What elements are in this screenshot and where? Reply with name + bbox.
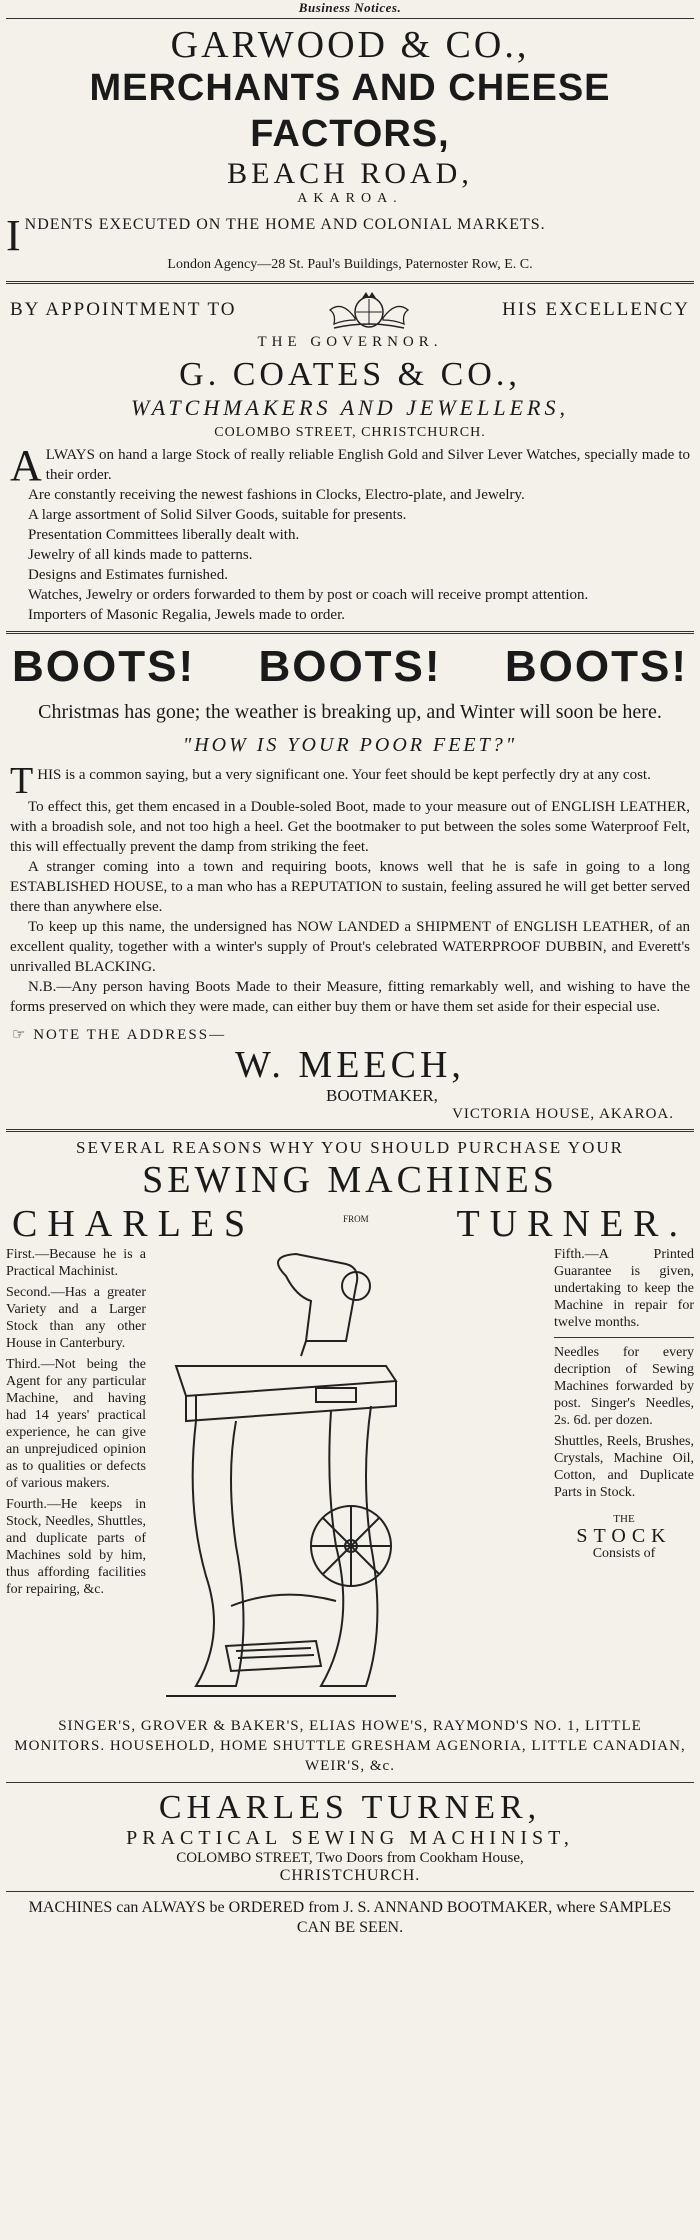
divider [6, 1129, 694, 1132]
turner-advert [6, 1138, 694, 1938]
meech-p5: N.B.—Any person having Boots Made to their Measure, fitting remarkably well, and wishing to have the forms preserved on which they were made, can either buy them or have them set aside for their especial use. [10, 979, 690, 1015]
coates-dropcap: A [10, 441, 42, 490]
reason-first: First.—Because he is a Practical Machinist. [6, 1247, 146, 1279]
garwood-dropcap: I [6, 211, 21, 260]
pointing-hand-icon: ☞ [12, 1027, 28, 1043]
meech-note: NOTE THE ADDRESS— [33, 1027, 227, 1043]
stock-heading: STOCK [576, 1525, 672, 1547]
meech-question: "HOW IS YOUR POOR FEET?" [182, 734, 518, 756]
divider [6, 281, 694, 284]
coates-p1: LWAYS on hand a large Stock of really reliable English Gold and Silver Lever Watches, specially made to their order. [45, 447, 690, 483]
royal-crest-icon [314, 290, 424, 330]
reason-fourth: Fourth.—He keeps in Stock, Needles, Shuttles, and duplicate parts of Machines sold by him, thus affording facilities for repairing, &c. [6, 1497, 146, 1597]
meech-p3: A stranger coming into a town and requiring boots, knows well that he is safe in going to a long ESTABLISHED HOUSE, to a man who has a REPUTATION to sustain, feeling assured he will get better served there than anywhere else. [10, 859, 690, 915]
turner-footer: MACHINES can ALWAYS be ORDERED from J. S. ANNAND BOOTMAKER, where SAMPLES CAN BE SEEN. [28, 1899, 672, 1936]
divider [6, 18, 694, 19]
meech-advert [6, 640, 694, 1123]
reason-third: Third.—Not being the Agent for any particular Machine, and having had 14 years' practical experience, he can give an unprejudiced opinion as to qualities or defects of various makers. [6, 1357, 146, 1491]
turner-from: FROM [343, 1214, 369, 1224]
sewing-columns [6, 1246, 694, 1716]
meech-dropcap: T [10, 760, 34, 802]
stock-the: THE [613, 1513, 635, 1525]
boots-heading-1: BOOTS! [12, 642, 196, 691]
coates-p3: A large assortment of Solid Silver Goods, suitable for presents. [28, 507, 407, 523]
turner-role: PRACTICAL SEWING MACHINIST, [126, 1827, 574, 1849]
boots-heading-3: BOOTS! [504, 642, 688, 691]
coates-p8: Importers of Masonic Regalia, Jewels made to order. [28, 607, 345, 623]
meech-p1: HIS is a common saying, but a very significant one. Your feet should be kept perfectly dry at any cost. [37, 767, 651, 783]
meech-trade: BOOTMAKER, [326, 1086, 438, 1105]
garwood-london: London Agency—28 St. Paul's Buildings, Paternoster Row, E. C. [167, 257, 533, 272]
turner-makers: SINGER'S, GROVER & BAKER'S, ELIAS HOWE'S, RAYMOND'S NO. 1, LITTLE MONITORS. HOUSEHOLD, HOME SHUTTLE GRESHAM AGENORIA, LITTLE CANADIAN, WEIR'S, &c. [14, 1718, 686, 1774]
divider [554, 1337, 694, 1338]
coates-title: G. COATES & CO., [179, 356, 521, 393]
meech-address: VICTORIA HOUSE, AKAROA. [452, 1106, 674, 1122]
turner-sewing: SEWING MACHINES [142, 1159, 558, 1201]
meech-name: W. MEECH, [235, 1044, 465, 1086]
turner-reasons: SEVERAL REASONS WHY YOU SHOULD PURCHASE YOUR [76, 1138, 624, 1157]
boots-heading-2: BOOTS! [258, 642, 442, 691]
reason-fifth: Fifth.—A Printed Guarantee is given, undertaking to keep the Machine in repair for twelve months. [554, 1247, 694, 1330]
section-header: Business Notices. [298, 0, 402, 15]
turner-city: CHRISTCHURCH. [279, 1867, 421, 1884]
reason-second: Second.—Has a greater Variety and a Larger Stock than any other House in Canterbury. [6, 1285, 146, 1351]
coates-p2: Are constantly receiving the newest fashions in Clocks, Electro-plate, and Jewelry. [28, 487, 525, 503]
appointment-right: HIS EXCELLENCY [502, 299, 690, 320]
turner-turner: TURNER. [456, 1203, 688, 1245]
appointment-left: BY APPOINTMENT TO [10, 299, 237, 320]
reasons-right-column [554, 1246, 694, 1562]
garwood-indents: NDENTS EXECUTED ON THE HOME AND COLONIAL MARKETS. [24, 216, 546, 233]
garwood-town: AKAROA. [297, 191, 403, 206]
coates-advert [6, 290, 694, 625]
sewing-machine-illustration [156, 1246, 406, 1716]
garwood-advert [6, 25, 694, 275]
meech-p4: To keep up this name, the undersigned has NOW LANDED a SHIPMENT of ENGLISH LEATHER, of an excellent quality, together with a winter's supply of Prout's celebrated WATERPROOF DUBBIN, and Everett's unrivalled BLACKING. [10, 919, 690, 975]
meech-p2: To effect this, get them encased in a Double-soled Boot, made to your measure out of ENGLISH LEATHER, with a broadish sole, and not too high a heel. Get the bootmaker to put between the soles some Waterproof Felt, this will effectually prevent the damp from striking the feet. [10, 799, 690, 855]
garwood-subtitle: MERCHANTS AND CHEESE FACTORS, [89, 67, 611, 155]
turner-needles: Needles for every decription of Sewing Machines forwarded by post. Singer's Needles, 2s. 6d. per dozen. [554, 1345, 694, 1428]
coates-address: COLOMBO STREET, CHRISTCHURCH. [214, 425, 486, 440]
coates-p4: Presentation Committees liberally dealt with. [28, 527, 300, 543]
coates-p7: Watches, Jewelry or orders forwarded to them by post or coach will receive prompt attention. [28, 587, 589, 603]
turner-name: CHARLES TURNER, [158, 1789, 542, 1826]
garwood-title: GARWOOD & CO., [170, 24, 530, 66]
divider [6, 631, 694, 634]
garwood-street: BEACH ROAD, [227, 157, 473, 190]
divider [6, 1782, 694, 1783]
reasons-left-column [6, 1246, 146, 1602]
turner-charles: CHARLES [12, 1203, 256, 1245]
turner-address: COLOMBO STREET, Two Doors from Cookham House, [176, 1850, 524, 1866]
divider [6, 1891, 694, 1892]
turner-shuttles: Shuttles, Reels, Brushes, Crystals, Machine Oil, Cotton, and Duplicate Parts in Stock. [554, 1434, 694, 1500]
meech-intro: Christmas has gone; the weather is breaking up, and Winter will soon be here. [38, 701, 662, 723]
stock-consists: Consists of [592, 1546, 656, 1561]
coates-p6: Designs and Estimates furnished. [28, 567, 228, 583]
governor: THE GOVERNOR. [257, 334, 443, 350]
coates-subtitle: WATCHMAKERS AND JEWELLERS, [131, 395, 569, 420]
coates-p5: Jewelry of all kinds made to patterns. [28, 547, 253, 563]
